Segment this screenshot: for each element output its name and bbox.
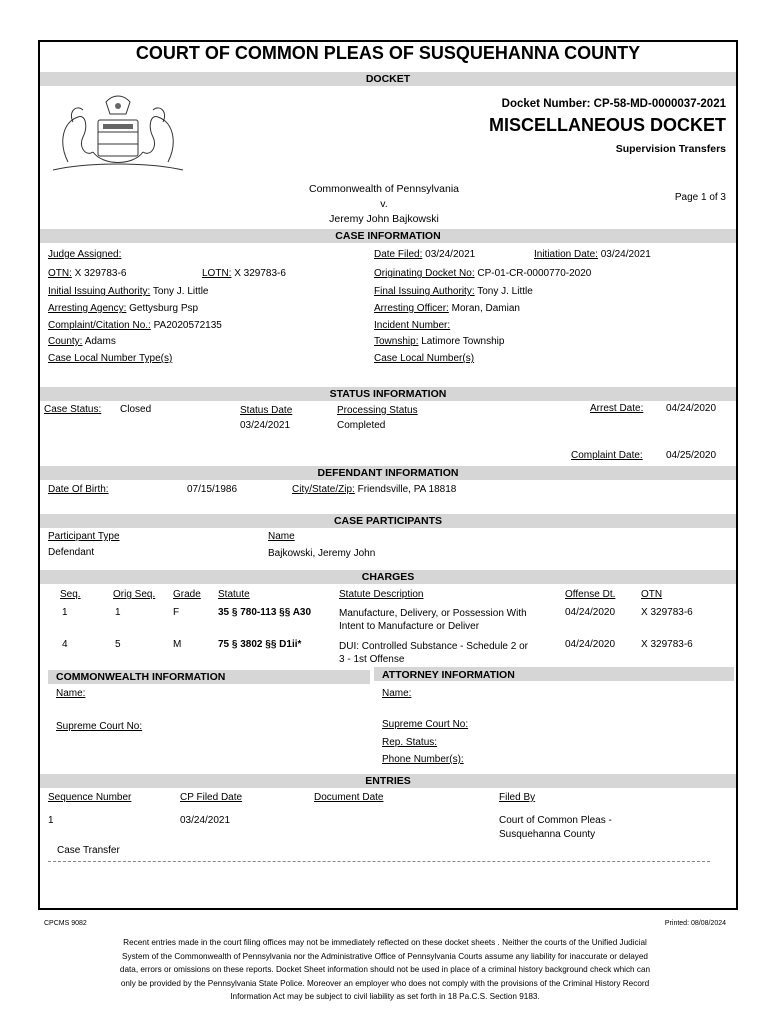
judge-label: Judge Assigned: [48, 249, 122, 260]
attorney-supreme-court-label: Supreme Court No: [382, 719, 469, 730]
county-label: County: [48, 336, 83, 347]
charge-grade: F [173, 607, 180, 618]
charges-header-offense-date: Offense Dt. [565, 589, 616, 600]
arresting-officer-label: Arresting Officer: [374, 303, 449, 314]
otn [48, 268, 126, 279]
charges-header-otn: OTN [641, 589, 663, 600]
initial-issuing-authority [48, 286, 208, 297]
originating-docket-label: Originating Docket No: [374, 268, 475, 279]
defendant-information-bar: DEFENDANT INFORMATION [40, 466, 736, 480]
initiation-date-label: Initiation Date: [534, 249, 598, 260]
charges-header-orig-seq: Orig Seq. [113, 589, 156, 600]
final-issuing-authority [374, 286, 533, 297]
township [374, 336, 504, 347]
entry-filed-by-line1: Court of Common Pleas - [499, 815, 612, 826]
entry-sequence: 1 [48, 815, 54, 826]
initial-authority-label: Initial Issuing Authority: [48, 286, 151, 297]
case-caption [284, 182, 484, 227]
page-indicator: Page 1 of 3 [674, 192, 726, 203]
date-filed-label: Date Filed: [374, 249, 423, 260]
case-status-label: Case Status: [44, 404, 102, 415]
complaint-value: PA2020572135 [153, 320, 222, 331]
charge-description-line1: Manufacture, Delivery, or Possession With [339, 608, 527, 619]
charge-offense-date: 04/24/2020 [565, 639, 616, 650]
final-authority-value: Tony J. Little [477, 286, 533, 297]
processing-status-label: Processing Status [337, 405, 418, 416]
dob-label: Date Of Birth: [48, 484, 109, 495]
caption-plaintiff: Commonwealth of Pennsylvania [309, 183, 459, 195]
docket-number: Docket Number: CP-58-MD-0000037-2021 [501, 98, 726, 110]
initiation-date [534, 249, 651, 260]
status-date-label: Status Date [240, 405, 293, 416]
date-filed-value: 03/24/2021 [425, 249, 476, 260]
charges-header-statute: Statute [218, 589, 250, 600]
disclaimer [80, 936, 690, 1004]
commonwealth-title: COMMONWEALTH INFORMATION [56, 671, 226, 683]
county-value: Adams [84, 336, 116, 347]
charge-seq: 4 [62, 639, 68, 650]
complaint-date-label: Complaint Date: [571, 450, 643, 461]
complaint-date-value: 04/25/2020 [666, 450, 717, 461]
originating-docket-value: CP-01-CR-0000770-2020 [477, 268, 592, 279]
arresting-agency-value: Gettysburg Psp [129, 303, 199, 314]
final-authority-label: Final Issuing Authority: [374, 286, 475, 297]
complaint-label: Complaint/Citation No.: [48, 320, 151, 331]
printed-date: Printed: 08/08/2024 [664, 920, 726, 927]
otn-label: OTN: [48, 268, 72, 279]
charge-description-line1: DUI: Controlled Substance - Schedule 2 or [339, 641, 528, 652]
pennsylvania-seal-icon [48, 92, 188, 176]
city-state-zip [292, 484, 456, 495]
charge-seq: 1 [62, 607, 68, 618]
incident-number-label: Incident Number: [374, 320, 451, 331]
entry-cp-filed-date: 03/24/2021 [180, 815, 231, 826]
otn-value: X 329783-6 [74, 268, 127, 279]
docket-subtype: Supervision Transfers [615, 143, 726, 155]
case-status-value: Closed [120, 404, 152, 415]
entries-bar: ENTRIES [40, 774, 736, 788]
charge-otn: X 329783-6 [641, 607, 693, 618]
entry-filed-by-line2: Susquehanna County [499, 829, 596, 840]
arresting-officer-value: Moran, Damian [451, 303, 520, 314]
lotn-label: LOTN: [202, 268, 232, 279]
disclaimer-line: data, errors or omissions on these reports. Docket Sheet information should not be used in place of a criminal history background check which can [119, 965, 651, 974]
arresting-agency-label: Arresting Agency: [48, 303, 127, 314]
charge-grade: M [173, 639, 182, 650]
participant-type-value: Defendant [48, 547, 95, 558]
entries-filed-by-label: Filed By [499, 792, 536, 803]
city-state-zip-label: City/State/Zip: [292, 484, 355, 495]
court-title: COURT OF COMMON PLEAS OF SUSQUEHANNA COUNTY [135, 43, 641, 63]
disclaimer-line: Information Act may be subject to civil liability as set forth in 18 Pa.C.S. Section 9183. [230, 992, 540, 1001]
charge-statute: 35 § 780-113 §§ A30 [218, 607, 312, 618]
originating-docket [374, 268, 591, 279]
docket-type: MISCELLANEOUS DOCKET [488, 115, 726, 135]
arrest-date-label: Arrest Date: [590, 403, 644, 414]
caption-defendant: Jeremy John Bajkowski [329, 213, 439, 225]
docket-bar: DOCKET [40, 72, 736, 86]
status-information-bar: STATUS INFORMATION [40, 387, 736, 401]
charge-description-line2: 3 - 1st Offense [339, 654, 405, 665]
attorney-name-label: Name: [382, 688, 412, 699]
form-number: CPCMS 9082 [44, 920, 87, 927]
caption-versus: v. [380, 198, 388, 210]
entries-cp-filed-label: CP Filed Date [180, 792, 243, 803]
participant-name-value: Bajkowski, Jeremy John [268, 548, 376, 559]
charges-header-description: Statute Description [339, 589, 424, 600]
case-local-number-type-label: Case Local Number Type(s) [48, 353, 173, 364]
charge-otn: X 329783-6 [641, 639, 693, 650]
entry-description: Case Transfer [57, 845, 120, 856]
township-label: Township: [374, 336, 419, 347]
lotn [202, 268, 286, 279]
township-value: Latimore Township [421, 336, 505, 347]
arresting-agency [48, 303, 198, 314]
entries-document-date-label: Document Date [314, 792, 384, 803]
charges-header-grade: Grade [173, 589, 201, 600]
case-local-numbers-label: Case Local Number(s) [374, 353, 475, 364]
case-participants-bar: CASE PARTICIPANTS [40, 514, 736, 528]
entry-divider [48, 861, 710, 862]
status-date-value: 03/24/2021 [240, 420, 291, 431]
initial-authority-value: Tony J. Little [152, 286, 209, 297]
charge-statute: 75 § 3802 §§ D1ii* [218, 639, 302, 650]
processing-status-value: Completed [337, 420, 386, 431]
charges-header-seq: Seq. [60, 589, 81, 600]
commonwealth-supreme-court-label: Supreme Court No: [56, 721, 143, 732]
disclaimer-line: System of the Commonwealth of Pennsylvania nor the Administrative Office of Pennsylvania Courts assume any liability for inaccurate or delayed [122, 951, 648, 961]
dob-value: 07/15/1986 [187, 484, 238, 495]
disclaimer-line: Recent entries made in the court filing offices may not be immediately reflected on these docket sheets . Neither the courts of the Unified Judicial [123, 938, 647, 947]
participant-name-label: Name [268, 531, 295, 542]
charge-orig-seq: 1 [115, 607, 121, 618]
county [48, 336, 116, 347]
arresting-officer [374, 303, 520, 314]
participant-type-label: Participant Type [48, 531, 120, 542]
city-state-zip-value: Friendsville, PA 18818 [357, 484, 457, 495]
complaint-citation [48, 320, 222, 331]
arrest-date-value: 04/24/2020 [666, 403, 717, 414]
charges-bar: CHARGES [40, 570, 736, 584]
disclaimer-line: only be provided by the Pennsylvania State Police. Moreover an employer who does not comply with the provisions of the Criminal History Record [120, 978, 650, 988]
charge-description-line2: Intent to Manufacture or Deliver [339, 621, 480, 632]
initiation-date-value: 03/24/2021 [600, 249, 651, 260]
lotn-value: X 329783-6 [234, 268, 286, 279]
entries-sequence-label: Sequence Number [48, 792, 132, 803]
attorney-phone-label: Phone Number(s): [382, 754, 464, 765]
attorney-rep-status-label: Rep. Status: [382, 737, 438, 748]
charge-orig-seq: 5 [115, 639, 121, 650]
date-filed [374, 249, 475, 260]
case-information-bar: CASE INFORMATION [40, 229, 736, 243]
commonwealth-name-label: Name: [56, 688, 86, 699]
attorney-title: ATTORNEY INFORMATION [382, 669, 515, 681]
charge-offense-date: 04/24/2020 [565, 607, 616, 618]
